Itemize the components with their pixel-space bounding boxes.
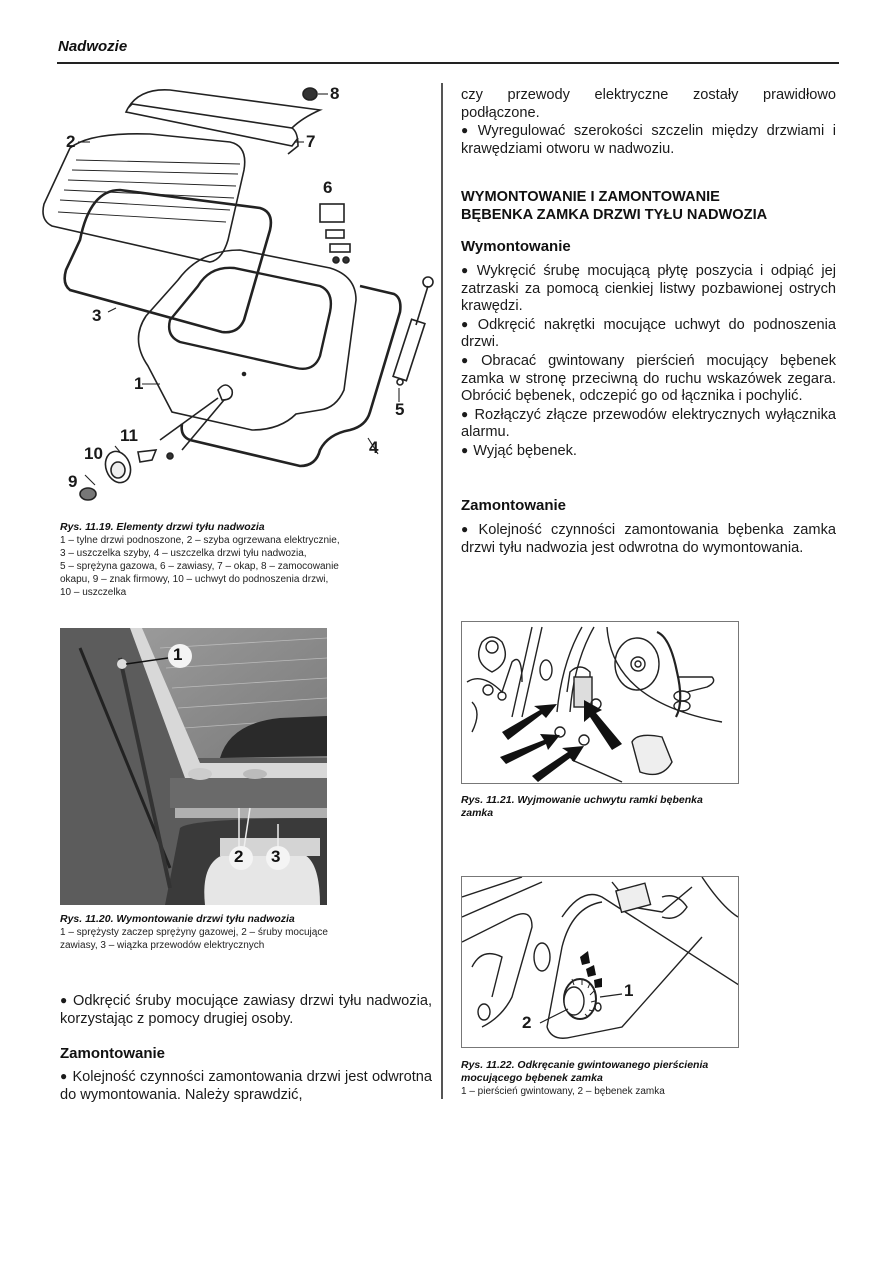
- removal-step: [461, 262, 836, 316]
- caption-title: mocującego bębenek zamka: [461, 1072, 603, 1084]
- callout-2: 2: [522, 1013, 532, 1032]
- callout-4: 4: [369, 438, 379, 457]
- caption-line: 3 – uszczelka szyby, 4 – uszczelka drzwi tyłu nadwozia,: [60, 548, 307, 559]
- handle-shape: [101, 448, 134, 486]
- step-text: Rozłączyć złącze przewodów elektrycznych wyłącznika alarmu.: [461, 406, 837, 441]
- subheading-installation: Zamontowanie: [60, 1045, 166, 1062]
- figure-11-19-caption: [60, 521, 435, 599]
- bullet-icon: ●: [461, 522, 474, 536]
- callout-3: 3: [92, 306, 102, 325]
- figure-11-20-photo: [60, 628, 327, 905]
- removal-step: [461, 406, 836, 442]
- caption-line: 5 – sprężyna gazowa, 6 – zawiasy, 7 – okap, 8 – zamocowanie: [60, 561, 339, 572]
- bullet-icon: ●: [461, 316, 473, 331]
- caption-line: 1 – tylne drzwi podnoszone, 2 – szyba ogrzewana elektrycznie,: [60, 535, 340, 546]
- paragraph-installation: [60, 1068, 432, 1104]
- callout-1: 1: [624, 981, 634, 1000]
- paragraph-text: Wyregulować szerokości szczelin między drzwiami i krawędziami otworu w nadwoziu.: [461, 123, 836, 157]
- bullet-icon: ●: [461, 352, 477, 367]
- removal-steps-list: [461, 262, 836, 461]
- bullet-icon: ●: [60, 993, 69, 1007]
- link-piece-shape: [138, 450, 156, 462]
- caption-line: 10 – uszczelka: [60, 587, 127, 598]
- rotation-arrow-icon: [580, 951, 590, 965]
- figure-11-19-drawing: [30, 80, 440, 510]
- spoiler-mount-shape: [303, 88, 317, 100]
- step-text: Wykręcić śrubę mocującą płytę poszycia i odpiąć jej zatrzaski za pomocą cienkiej listwy pozbawionej ostrych krawędzi.: [461, 263, 836, 315]
- step-text: Wyjąć bębenek.: [473, 442, 577, 459]
- callout-10: 10: [84, 444, 103, 463]
- header-rule: [57, 62, 839, 64]
- callout-5: 5: [395, 400, 405, 419]
- paragraph-text: Kolejność czynności zamontowania drzwi jest odwrotna do wymontowania. Należy sprawdzić,: [60, 1069, 432, 1103]
- bullet-icon: ●: [461, 123, 473, 137]
- figure-11-21-drawing: [461, 621, 739, 784]
- callout-7: 7: [306, 132, 316, 151]
- photo-callout-1: 1: [173, 645, 183, 664]
- subheading-install: Zamontowanie: [461, 497, 567, 514]
- step-text: Obracać gwintowany pierścień mocujący bębenek zamka w stronę przeciwną do ruchu wskazówek zegara. Obrócić bębenek, odczepić go od łącznika i pochylić.: [461, 352, 837, 405]
- hinge-shape: [320, 204, 350, 263]
- running-header: Nadwozie: [58, 38, 128, 55]
- section-heading-line: BĘBENKA ZAMKA DRZWI TYŁU NADWOZIA: [461, 207, 768, 223]
- caption-title: Rys. 11.22. Odkręcanie gwintowanego pierścienia: [461, 1059, 709, 1071]
- rotation-arrow-icon: [586, 965, 596, 977]
- callout-1: 1: [134, 374, 144, 393]
- gas-strut-shape: [393, 277, 433, 385]
- caption-title: zamka: [461, 807, 494, 819]
- paragraph-adjust-gaps: [461, 122, 836, 158]
- arrow-icon: [584, 700, 622, 750]
- figure-11-20-caption: [60, 913, 435, 952]
- bullet-icon: ●: [461, 263, 472, 277]
- photo-callout-3: 3: [271, 847, 281, 866]
- paragraph-install-lock: [461, 521, 836, 557]
- section-heading-line: WYMONTOWANIE I ZAMONTOWANIE: [461, 189, 720, 205]
- figure-11-22-caption: [461, 1059, 841, 1098]
- caption-title: Rys. 11.20. Wymontowanie drzwi tyłu nadwozia: [60, 913, 295, 925]
- step-text: Odkręcić nakrętki mocujące uchwyt do podnoszenia drzwi.: [461, 316, 837, 351]
- removal-step: [461, 352, 836, 406]
- photo-callout-2: 2: [234, 847, 244, 866]
- removal-step: [461, 316, 836, 352]
- figure-11-22-drawing: [461, 876, 739, 1048]
- paragraph-text: Kolejność czynności zamontowania bębenka zamka drzwi tyłu nadwozia jest odwrotna do wymontowania.: [461, 522, 836, 556]
- callout-11: 11: [120, 426, 138, 445]
- caption-title: Rys. 11.21. Wyjmowanie uchwytu ramki bębenka: [461, 794, 703, 806]
- door-seal-shape: [182, 286, 401, 466]
- rotation-arrow-icon: [594, 978, 602, 988]
- bullet-icon: ●: [60, 1069, 68, 1083]
- spoiler-shape: [128, 90, 320, 128]
- bullet-icon: ●: [461, 442, 469, 457]
- callout-9: 9: [68, 472, 78, 491]
- caption-line: 1 – pierścień gwintowany, 2 – bębenek zamka: [461, 1086, 665, 1097]
- callout-8: 8: [330, 84, 340, 103]
- caption-line: 1 – sprężysty zaczep sprężyny gazowej, 2 – śruby mocujące: [60, 927, 328, 938]
- caption-line: okapu, 9 – znak firmowy, 10 – uchwyt do podnoszenia drzwi,: [60, 574, 329, 585]
- paragraph-continuation: czy przewody elektryczne zostały prawidłowo podłączone.: [461, 87, 836, 121]
- section-heading: [461, 188, 841, 224]
- caption-line: zawiasy, 3 – wiązka przewodów elektrycznych: [60, 940, 265, 951]
- glass-shape: [43, 134, 245, 262]
- subheading-removal: Wymontowanie: [461, 238, 571, 255]
- column-divider: [441, 83, 443, 1099]
- paragraph-text: Odkręcić śruby mocujące zawiasy drzwi tyłu nadwozia, korzystając z pomocy drugiej osoby.: [60, 993, 433, 1027]
- removal-step: [461, 442, 836, 461]
- callout-6: 6: [323, 178, 333, 197]
- figure-11-21-caption: [461, 794, 841, 820]
- handle-bracket-shape: [218, 385, 232, 400]
- badge-shape: [80, 488, 96, 500]
- caption-title: Rys. 11.19. Elementy drzwi tyłu nadwozia: [60, 521, 265, 533]
- bullet-icon: ●: [461, 406, 470, 421]
- paragraph-unscrew-hinges: [60, 992, 432, 1028]
- callout-2: 2: [66, 132, 76, 151]
- arrow-icon: [532, 746, 584, 782]
